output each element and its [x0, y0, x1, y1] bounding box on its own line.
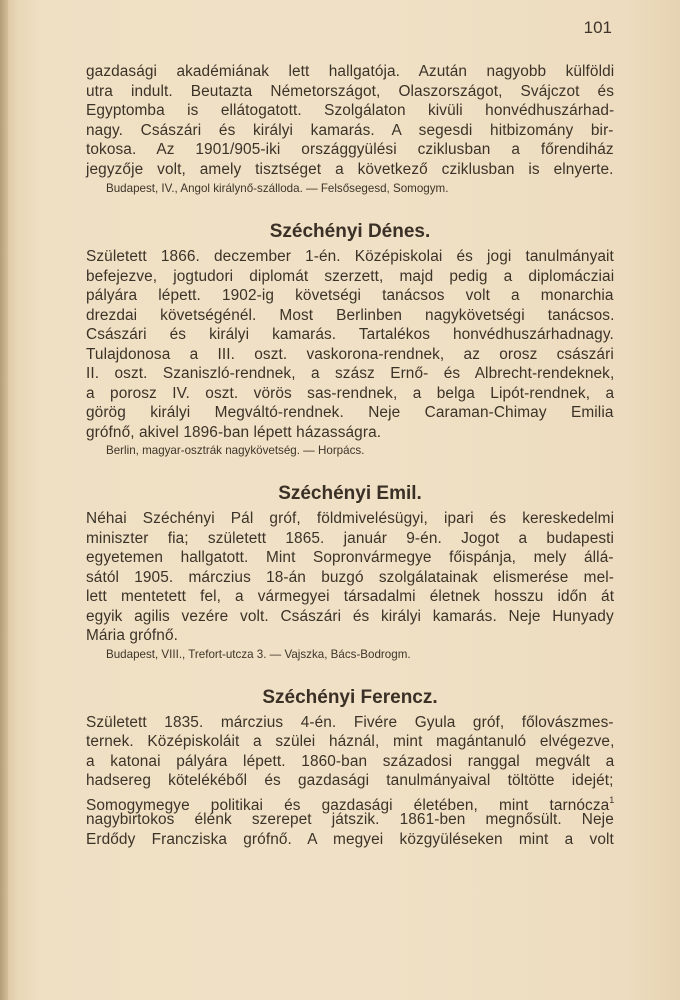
intro-paragraph — [86, 62, 614, 179]
text-line: Erdődy Francziska grófnő. A megyei közgyüléseken mint a volt — [86, 830, 614, 848]
text-line: Néhai Széchényi Pál gróf, földmivelésügyi, ipari és kereskedelmi — [86, 510, 615, 527]
text-line: Született 1835. márczius 4-én. Fivére Gyula gróf, főlovászmes- — [86, 713, 614, 731]
text-line: hadsereg kötelékéből és gazdasági tanulmányaival töltötte idejét; — [86, 772, 614, 789]
text-line: nagy. Császári és királyi kamarás. A segesdi hitbizomány bir- — [86, 121, 614, 139]
entry-heading: Széchényi Emil. — [278, 483, 422, 504]
text-line: görög királyi Megváltó-rendnek. Neje Caraman-Chimay Emilia — [86, 404, 614, 421]
text-line: Született 1866. deczember 1-én. Középiskolai és jogi tanulmányait — [86, 248, 614, 265]
text-line: a porosz IV. oszt. vörös sas-rendnek, a belga Lipót-rendnek, a — [86, 384, 615, 402]
text-line: ternek. Középiskoláit a szülei háznál, mint magántanuló elvégezve, — [86, 733, 615, 750]
text-line: utra indult. Beutazta Németországot, Olaszországot, Svájczot és — [86, 82, 614, 100]
text-line: nagybirtokos élénk szerepet játszik. 1861-ben megnősült. Neje — [86, 811, 614, 828]
text-line: gazdasági akadémiának lett hallgatója. Azután nagyobb külföldi — [86, 63, 615, 80]
address-line: Budapest, IV., Angol királynő-szálloda. — Felsősegesd, Somogym. — [106, 182, 449, 195]
text-line: Császári és királyi kamarás. Tartalékos honvédhuszárhadnagy. — [86, 326, 614, 343]
text-line: befejezve, jogtudori diplomát szerzett, majd pedig a diplomácziai — [86, 267, 615, 285]
text-line: jegyzője volt, amely tisztséget a következő cziklusban is elnyerte. — [86, 160, 614, 178]
entry-szechenyi-ferencz — [86, 686, 614, 850]
text-line: a katonai pályára lépett. 1860-ban századosi ranggal megvált a — [86, 752, 615, 770]
text-line-body: Somogymegye politikai és gazdasági életében, mint tarnócza — [86, 796, 610, 814]
text-line: drezdai követségénél. Most Berlinben nagykövetségi tanácsos. — [86, 306, 615, 324]
page-number: 101 — [583, 18, 612, 37]
text-line: Tulajdonosa a III. oszt. vaskorona-rendnek, az orosz császári — [86, 345, 614, 363]
footnote-mark: 1 — [609, 794, 615, 805]
page-spine-shadow — [0, 0, 8, 1000]
text-line: egyetemen hallgatott. Mint Sopronvármegye főispánja, mely állá- — [86, 549, 614, 566]
text-line: miniszter fia; született 1865. január 9-én. Jogot a budapesti — [86, 529, 615, 547]
address-line: Budapest, VIII., Trefort-utcza 3. — Vajszka, Bács-Bodrogm. — [106, 647, 411, 661]
entry-paragraph — [86, 247, 614, 442]
entry-szechenyi-emil — [86, 482, 614, 664]
entry-paragraph — [86, 713, 614, 850]
text-line: pályára lépett. 1902-ig követségi tanácsos volt a monarchia — [86, 287, 614, 304]
text-line — [86, 791, 615, 814]
entry-paragraph — [86, 509, 614, 646]
text-line: egyik agilis vezére volt. Császári és királyi kamarás. Neje Hunyady — [86, 607, 614, 625]
page-content — [86, 62, 614, 849]
entry-heading: Széchényi Ferencz. — [262, 686, 438, 708]
entry-heading: Széchényi Dénes. — [269, 221, 431, 242]
text-line: tokosa. Az 1901/905-iki országgyülési cziklusban a főrendiház — [86, 141, 614, 158]
text-line: II. oszt. Szaniszló-rendnek, a szász Ernő- és Albrecht-rendeknek, — [86, 365, 615, 382]
text-line: lett mentetett fel, a vármegyei társadalmi életnek hosszu időn át — [86, 588, 615, 605]
text-line: Egyptomba is ellátogatott. Szolgálaton kivüli honvédhuszárhad- — [86, 102, 615, 119]
text-line: Mária grófnő. — [86, 627, 178, 644]
address-line: Berlin, magyar-osztrák nagykövetség. — Horpács. — [106, 444, 365, 457]
entry-szechenyi-denes — [86, 220, 614, 460]
text-line: sától 1905. márczius 18-án buzgó szolgálatainak elismerése mel- — [86, 568, 614, 586]
text-line: grófnő, akivel 1896-ban lépett házasságra. — [86, 423, 382, 441]
